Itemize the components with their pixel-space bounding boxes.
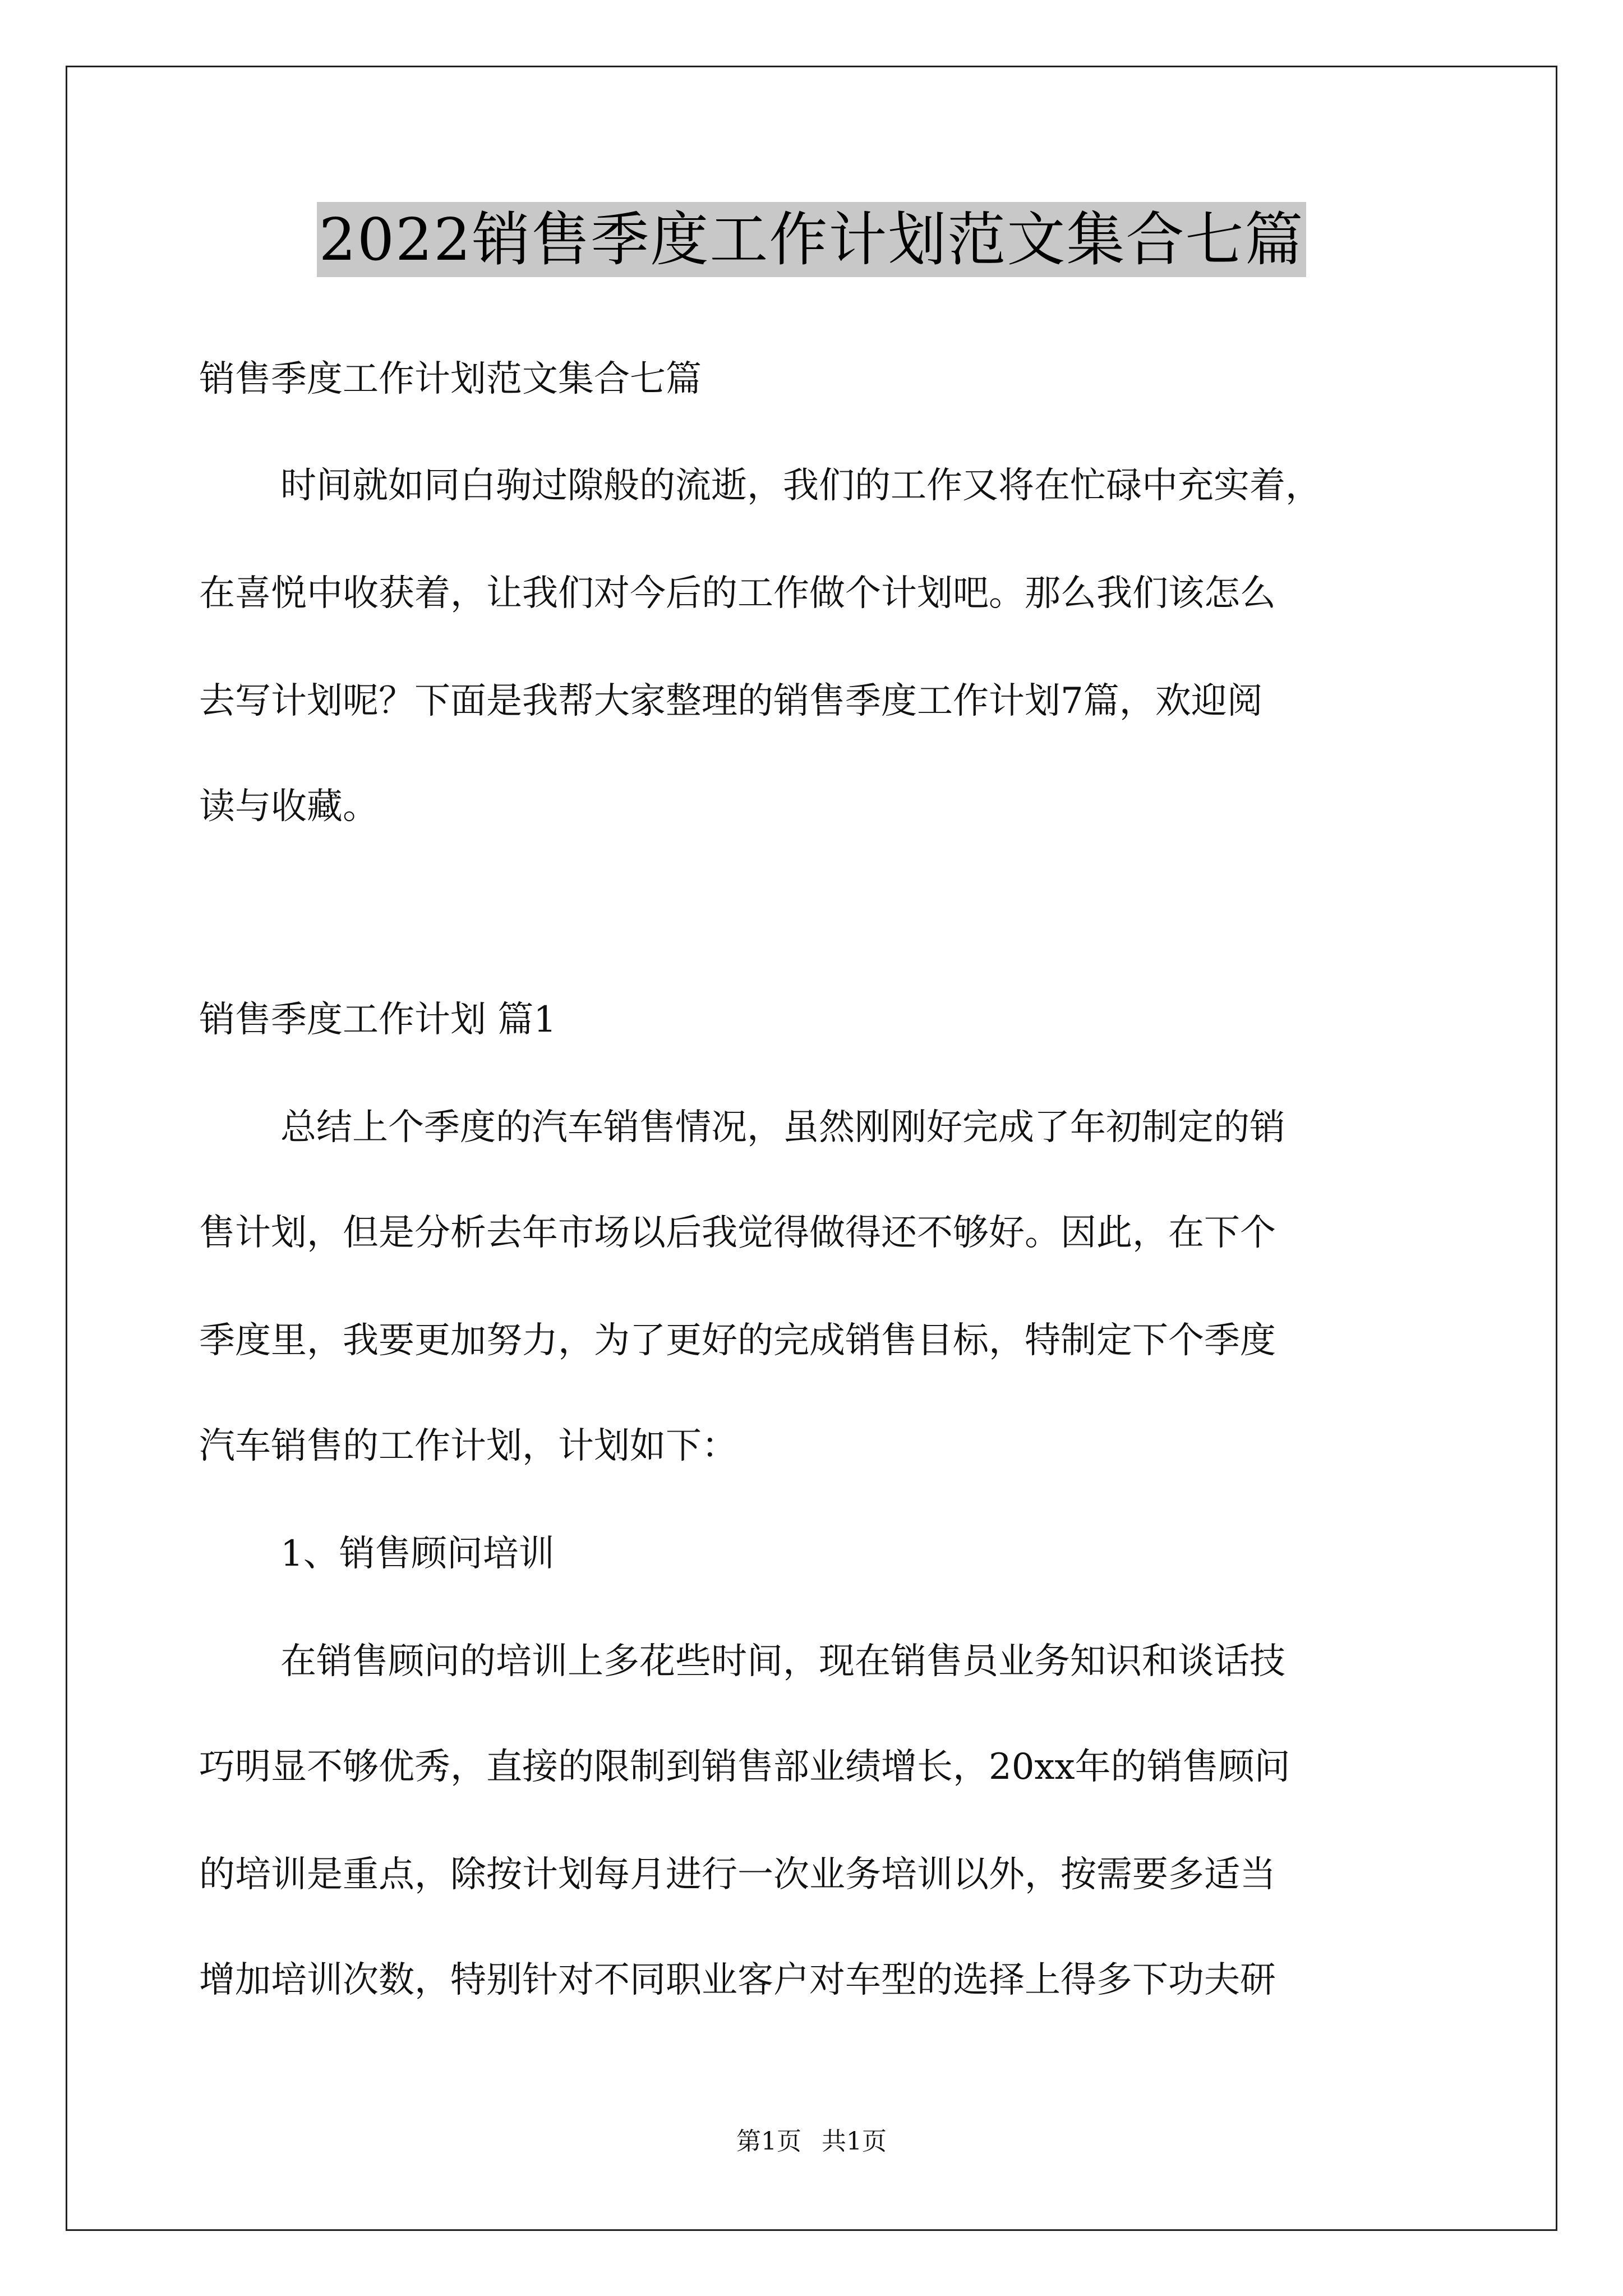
document-title: 2022销售季度工作计划范文集合七篇 (317, 202, 1307, 277)
title-area (0, 202, 1623, 277)
section-para-1-line-2: 售计划，但是分析去年市场以后我觉得做得还不够好。因此，在下个 (199, 1212, 1276, 1254)
intro-line-2: 在喜悦中收获着，让我们对今后的工作做个计划吧。那么我们该怎么 (199, 573, 1276, 614)
page-number: 第1页 (736, 2127, 801, 2156)
section-para-2-line-3: 的培训是重点，除按计划每月进行一次业务培训以外，按需要多适当 (199, 1854, 1276, 1895)
section-para-2-line-2: 巧明显不够优秀，直接的限制到销售部业绩增长，20xx年的销售顾问 (199, 1746, 1290, 1788)
page-footer (0, 2126, 1623, 2157)
intro-line-1: 时间就如同白驹过隙般的流逝，我们的工作又将在忙碌中充实着， (280, 465, 1321, 507)
section-para-1-line-3: 季度里，我要更加努力，为了更好的完成销售目标，特制定下个季度 (199, 1320, 1276, 1361)
item-heading: 1、销售顾问培训 (280, 1533, 555, 1575)
intro-line-4: 读与收藏。 (199, 786, 379, 827)
page-total: 共1页 (822, 2127, 887, 2156)
section-para-1-line-4: 汽车销售的工作计划，计划如下： (199, 1425, 737, 1467)
intro-line-3: 去写计划呢？下面是我帮大家整理的销售季度工作计划7篇，欢迎阅 (199, 680, 1263, 722)
section-para-2-line-4: 增加培训次数，特别针对不同职业客户对车型的选择上得多下功夫研 (199, 1959, 1276, 2001)
section-para-1-line-1: 总结上个季度的汽车销售情况，虽然刚刚好完成了年初制定的销 (280, 1107, 1285, 1148)
section-heading: 销售季度工作计划 篇1 (199, 999, 557, 1041)
document-subtitle: 销售季度工作计划范文集合七篇 (199, 358, 702, 400)
section-para-2-line-1: 在销售顾问的培训上多花些时间，现在销售员业务知识和谈话技 (280, 1641, 1285, 1682)
